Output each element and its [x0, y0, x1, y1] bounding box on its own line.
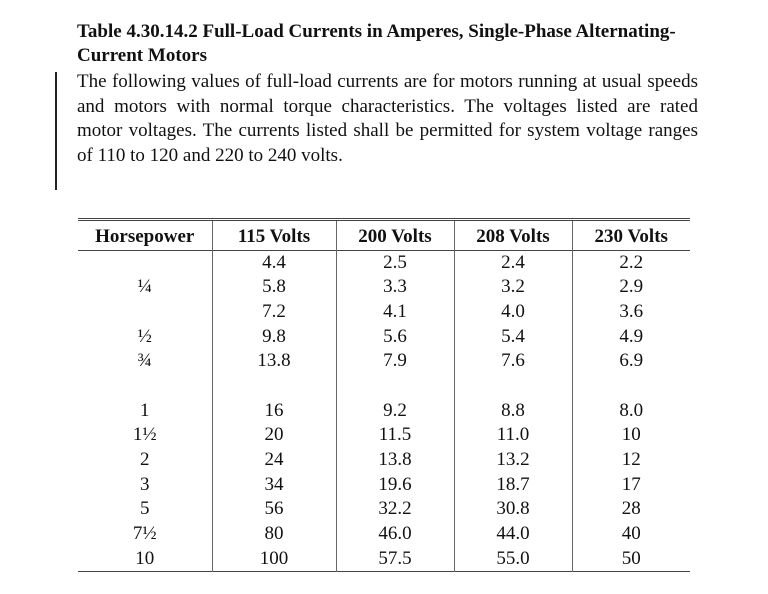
- cell-115-volts: 34: [212, 473, 336, 498]
- cell-230-volts: 10: [572, 423, 690, 448]
- cell-208-volts: [454, 374, 572, 399]
- cell-115-volts: 13.8: [212, 349, 336, 374]
- cell-horsepower: 5: [140, 498, 150, 520]
- cell-208-volts: 3.2: [454, 275, 572, 300]
- table-row: [78, 300, 690, 325]
- cell-200-volts: 5.6: [336, 325, 454, 350]
- cell-230-volts: 2.9: [572, 275, 690, 300]
- cell-115-volts: 100: [212, 547, 336, 572]
- cell-horsepower: ¼: [137, 276, 152, 298]
- cell-200-volts: 2.5: [336, 250, 454, 275]
- table-row: [78, 497, 690, 522]
- table-row: [78, 349, 690, 374]
- cell-horsepower: 10: [135, 547, 155, 569]
- cell-208-volts: 4.0: [454, 300, 572, 325]
- cell-200-volts: 7.9: [336, 349, 454, 374]
- cell-horsepower: 1½: [132, 424, 157, 446]
- cell-horsepower: ¾: [137, 350, 152, 372]
- change-bar: [55, 72, 57, 190]
- cell-208-volts: 44.0: [454, 522, 572, 547]
- table-row: [78, 547, 690, 572]
- header-200-volts: 200 Volts: [336, 220, 454, 251]
- cell-230-volts: 2.2: [572, 250, 690, 275]
- table-row: [78, 448, 690, 473]
- cell-200-volts: 57.5: [336, 547, 454, 572]
- table-body: [78, 250, 690, 572]
- cell-200-volts: 9.2: [336, 399, 454, 424]
- cell-115-volts: 56: [212, 497, 336, 522]
- cell-115-volts: 80: [212, 522, 336, 547]
- table-row: [78, 522, 690, 547]
- cell-200-volts: 46.0: [336, 522, 454, 547]
- cell-200-volts: 13.8: [336, 448, 454, 473]
- cell-208-volts: 7.6: [454, 349, 572, 374]
- cell-horsepower: 1: [140, 399, 150, 421]
- table-row: [78, 325, 690, 350]
- table-row: [78, 374, 690, 399]
- cell-200-volts: 3.3: [336, 275, 454, 300]
- cell-230-volts: 50: [572, 547, 690, 572]
- cell-horsepower: ½: [137, 325, 152, 347]
- cell-horsepower: 7½: [132, 523, 157, 545]
- cell-208-volts: 2.4: [454, 250, 572, 275]
- cell-horsepower: [78, 374, 212, 399]
- cell-230-volts: 12: [572, 448, 690, 473]
- cell-230-volts: [572, 374, 690, 399]
- cell-horsepower: [78, 250, 212, 275]
- cell-115-volts: 24: [212, 448, 336, 473]
- cell-horsepower: [78, 300, 212, 325]
- cell-115-volts: 5.8: [212, 275, 336, 300]
- header-horsepower: Horsepower: [95, 226, 195, 247]
- cell-115-volts: 20: [212, 423, 336, 448]
- table-description: The following values of full-load currents are for motors running at usual speeds and motors with normal torque characteristics. The voltages listed are rated motor voltages. The currents listed shall be permitted for system voltage ranges of 110 to 120 and 220 to 240 volts.: [77, 71, 698, 166]
- cell-115-volts: 9.8: [212, 325, 336, 350]
- cell-115-volts: [212, 374, 336, 399]
- table-row: [78, 423, 690, 448]
- cell-208-volts: 13.2: [454, 448, 572, 473]
- cell-208-volts: 18.7: [454, 473, 572, 498]
- full-load-currents-table: [78, 218, 690, 572]
- cell-208-volts: 30.8: [454, 497, 572, 522]
- cell-200-volts: 4.1: [336, 300, 454, 325]
- table-row: [78, 399, 690, 424]
- cell-230-volts: 17: [572, 473, 690, 498]
- header-row: [78, 220, 690, 251]
- cell-208-volts: 8.8: [454, 399, 572, 424]
- cell-horsepower: 3: [140, 473, 150, 495]
- cell-115-volts: 4.4: [212, 250, 336, 275]
- cell-230-volts: 28: [572, 497, 690, 522]
- cell-208-volts: 11.0: [454, 423, 572, 448]
- table-row: [78, 473, 690, 498]
- cell-115-volts: 7.2: [212, 300, 336, 325]
- cell-200-volts: [336, 374, 454, 399]
- cell-208-volts: 55.0: [454, 547, 572, 572]
- cell-115-volts: 16: [212, 399, 336, 424]
- cell-horsepower: 2: [140, 449, 150, 471]
- cell-208-volts: 5.4: [454, 325, 572, 350]
- table-title: Table 4.30.14.2 Full-Load Currents in Amperes, Single-Phase Alternating-Current Motors: [77, 21, 676, 66]
- cell-200-volts: 11.5: [336, 423, 454, 448]
- header-230-volts: 230 Volts: [572, 220, 690, 251]
- cell-230-volts: 6.9: [572, 349, 690, 374]
- table-row: [78, 275, 690, 300]
- cell-230-volts: 8.0: [572, 399, 690, 424]
- cell-200-volts: 32.2: [336, 497, 454, 522]
- cell-230-volts: 3.6: [572, 300, 690, 325]
- cell-230-volts: 40: [572, 522, 690, 547]
- table-row: [78, 250, 690, 275]
- header-208-volts: 208 Volts: [454, 220, 572, 251]
- cell-200-volts: 19.6: [336, 473, 454, 498]
- cell-230-volts: 4.9: [572, 325, 690, 350]
- header-115-volts: 115 Volts: [212, 220, 336, 251]
